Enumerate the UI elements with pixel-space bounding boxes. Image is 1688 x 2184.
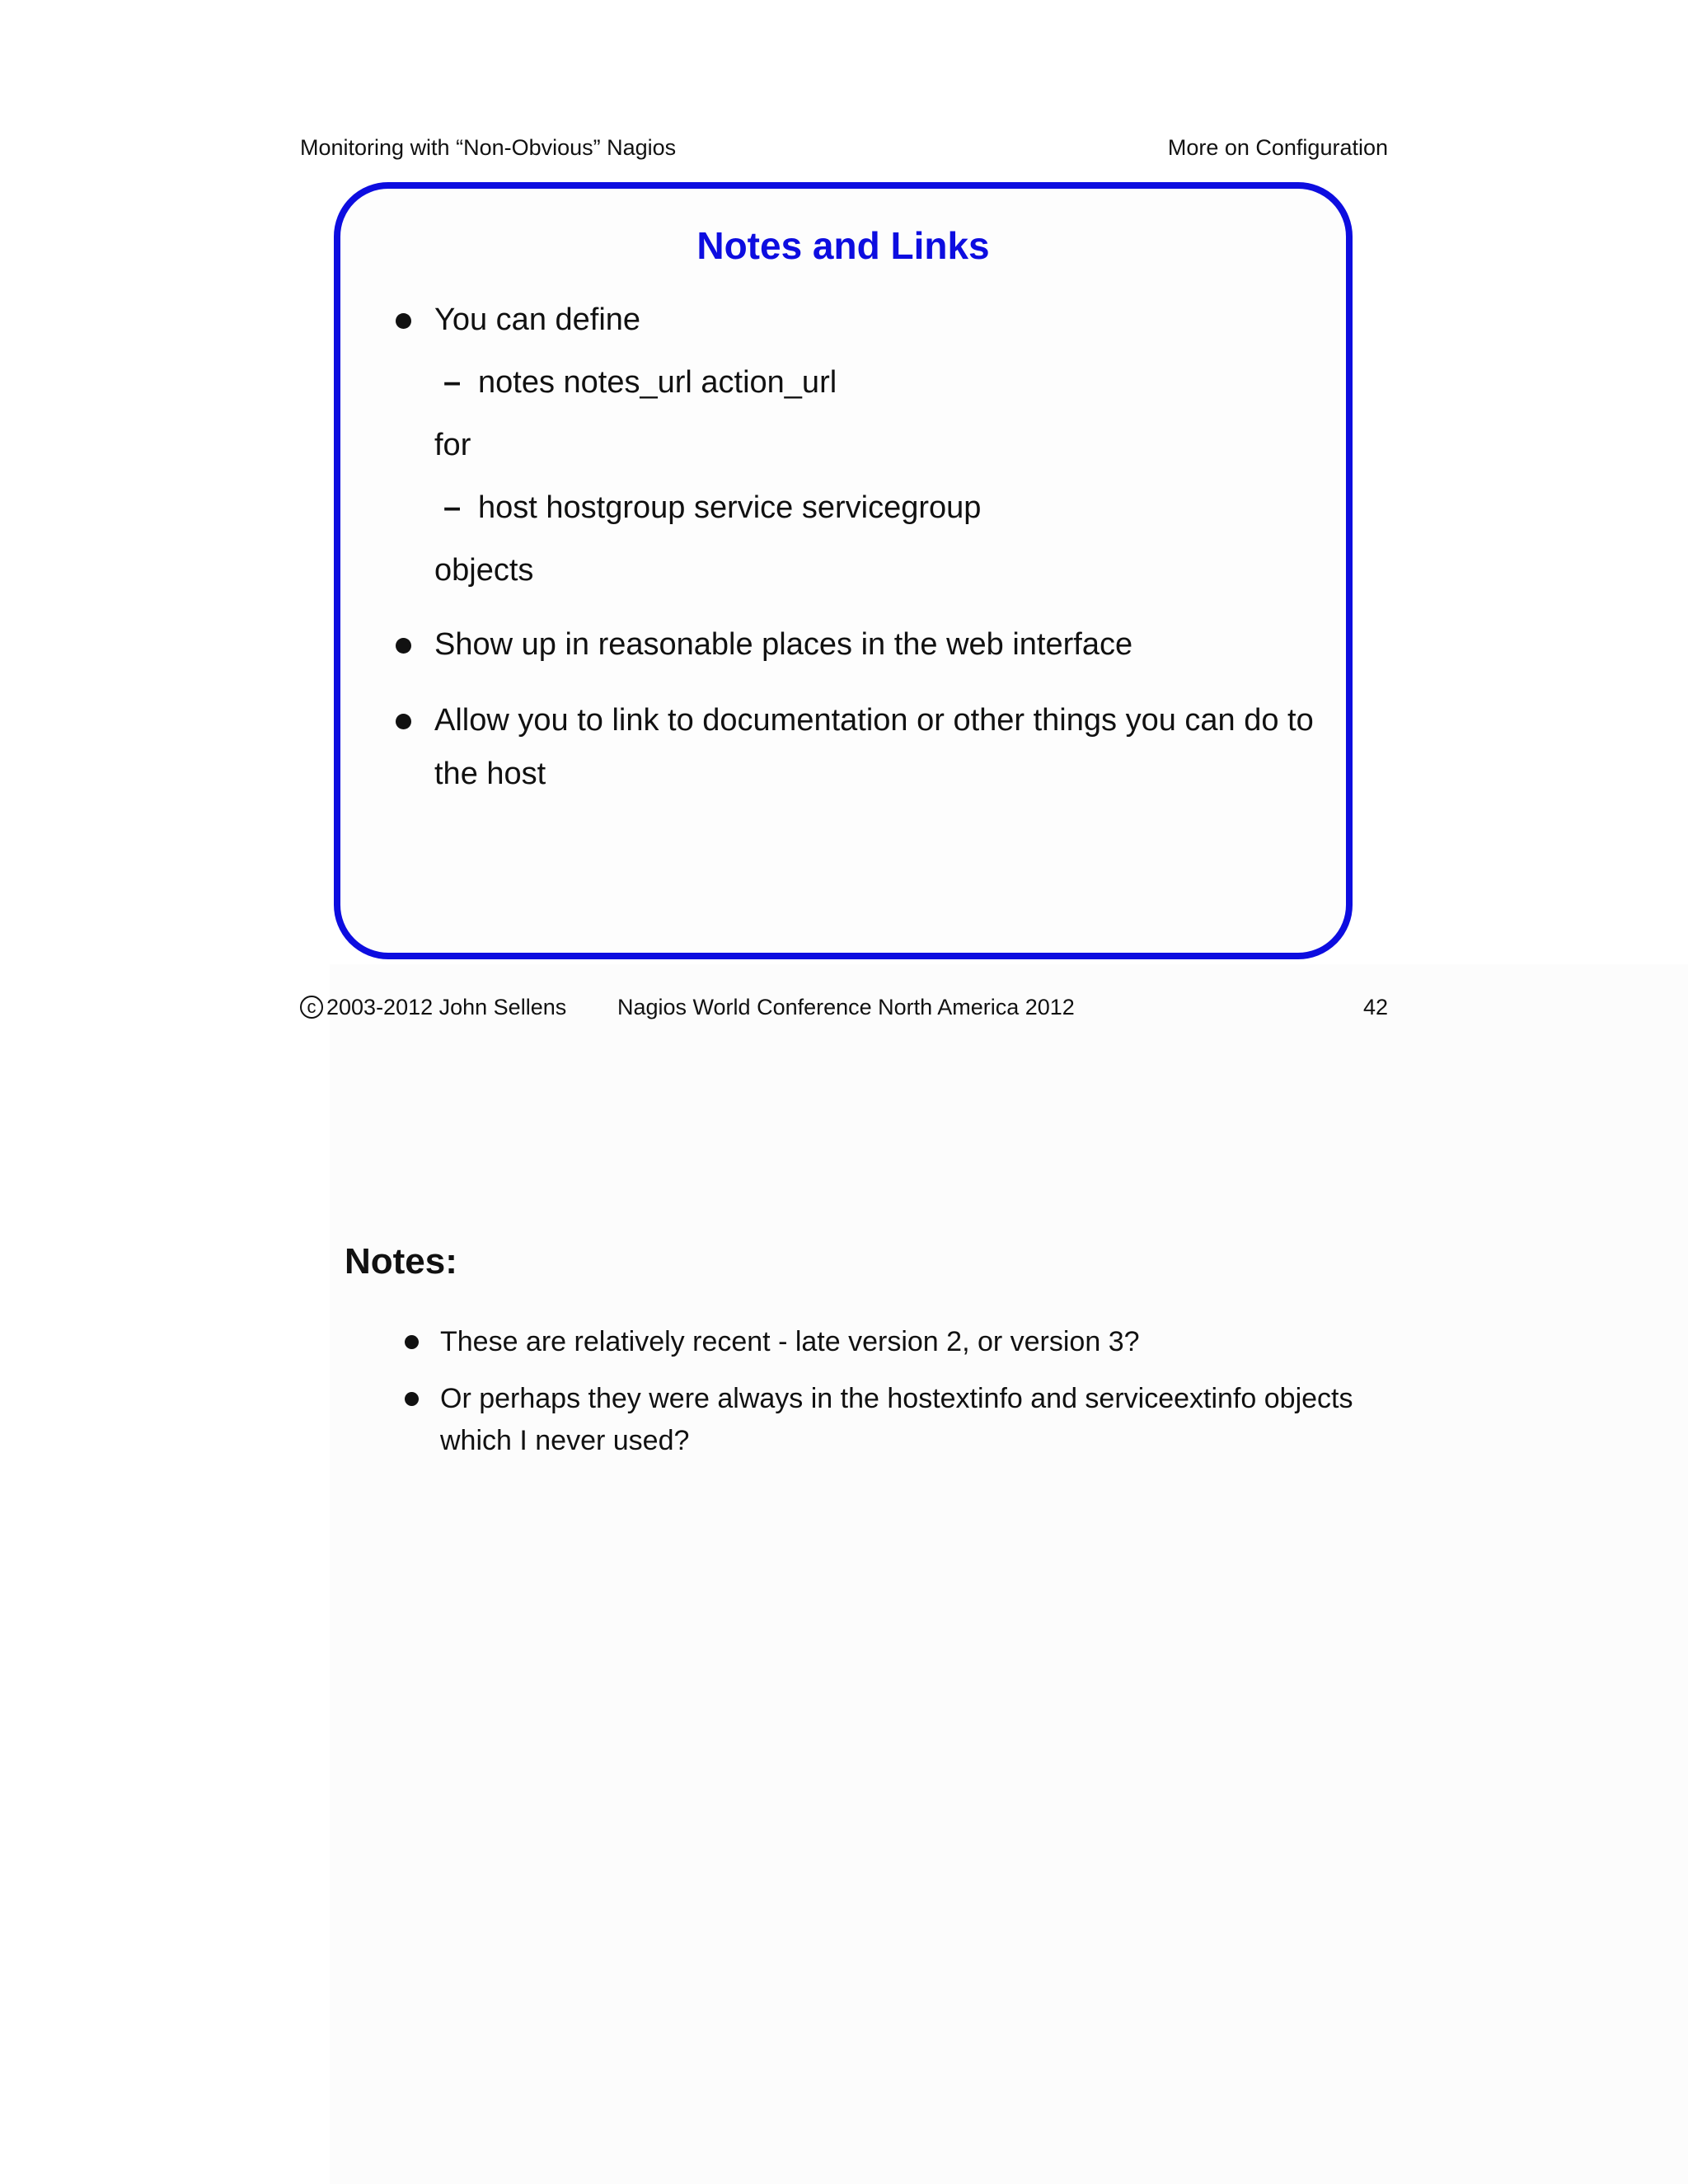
tail-objects: objects bbox=[434, 553, 534, 588]
bullet-web-interface: Show up in reasonable places in the web interface bbox=[434, 627, 1133, 662]
slide-title: Notes and Links bbox=[696, 224, 990, 267]
sub-item-object-types: host hostgroup service servicegroup bbox=[478, 490, 982, 525]
bullet-icon bbox=[396, 313, 411, 329]
bullet-icon bbox=[405, 1335, 419, 1349]
page-background bbox=[330, 964, 1688, 2184]
notes-heading: Notes: bbox=[345, 1241, 457, 1282]
running-header-section: More on Configuration bbox=[1167, 135, 1388, 160]
bullet-icon bbox=[396, 714, 411, 729]
slide-frame bbox=[334, 182, 1353, 959]
connector-for: for bbox=[434, 428, 471, 462]
bullet-define: You can define bbox=[434, 302, 641, 337]
note-item-version: These are relatively recent - late version 2, or version 3? bbox=[440, 1326, 1140, 1357]
note-item-extinfo-line2: which I never used? bbox=[440, 1425, 690, 1456]
footer-copyright-text: 2003-2012 John Sellens bbox=[326, 995, 567, 1019]
bullet-icon bbox=[396, 638, 411, 654]
running-header-title: Monitoring with “Non-Obvious” Nagios bbox=[300, 135, 677, 160]
slide-body bbox=[340, 189, 1346, 953]
dash-icon: – bbox=[443, 365, 462, 400]
note-item-extinfo-line1: Or perhaps they were always in the hostextinfo and serviceextinfo objects bbox=[440, 1383, 1353, 1414]
bullet-link-docs-line1: Allow you to link to documentation or other things you can do to bbox=[434, 703, 1314, 738]
page-number: 42 bbox=[1362, 995, 1388, 1019]
footer-conference: Nagios World Conference North America 2012 bbox=[617, 995, 1075, 1019]
dash-icon: – bbox=[443, 490, 462, 525]
bullet-icon bbox=[405, 1392, 419, 1406]
sub-item-url-fields: notes notes_url action_url bbox=[478, 365, 837, 400]
bullet-link-docs-line2: the host bbox=[434, 757, 546, 791]
footer-copyright bbox=[300, 993, 566, 1021]
copyright-icon: c bbox=[300, 996, 323, 1019]
